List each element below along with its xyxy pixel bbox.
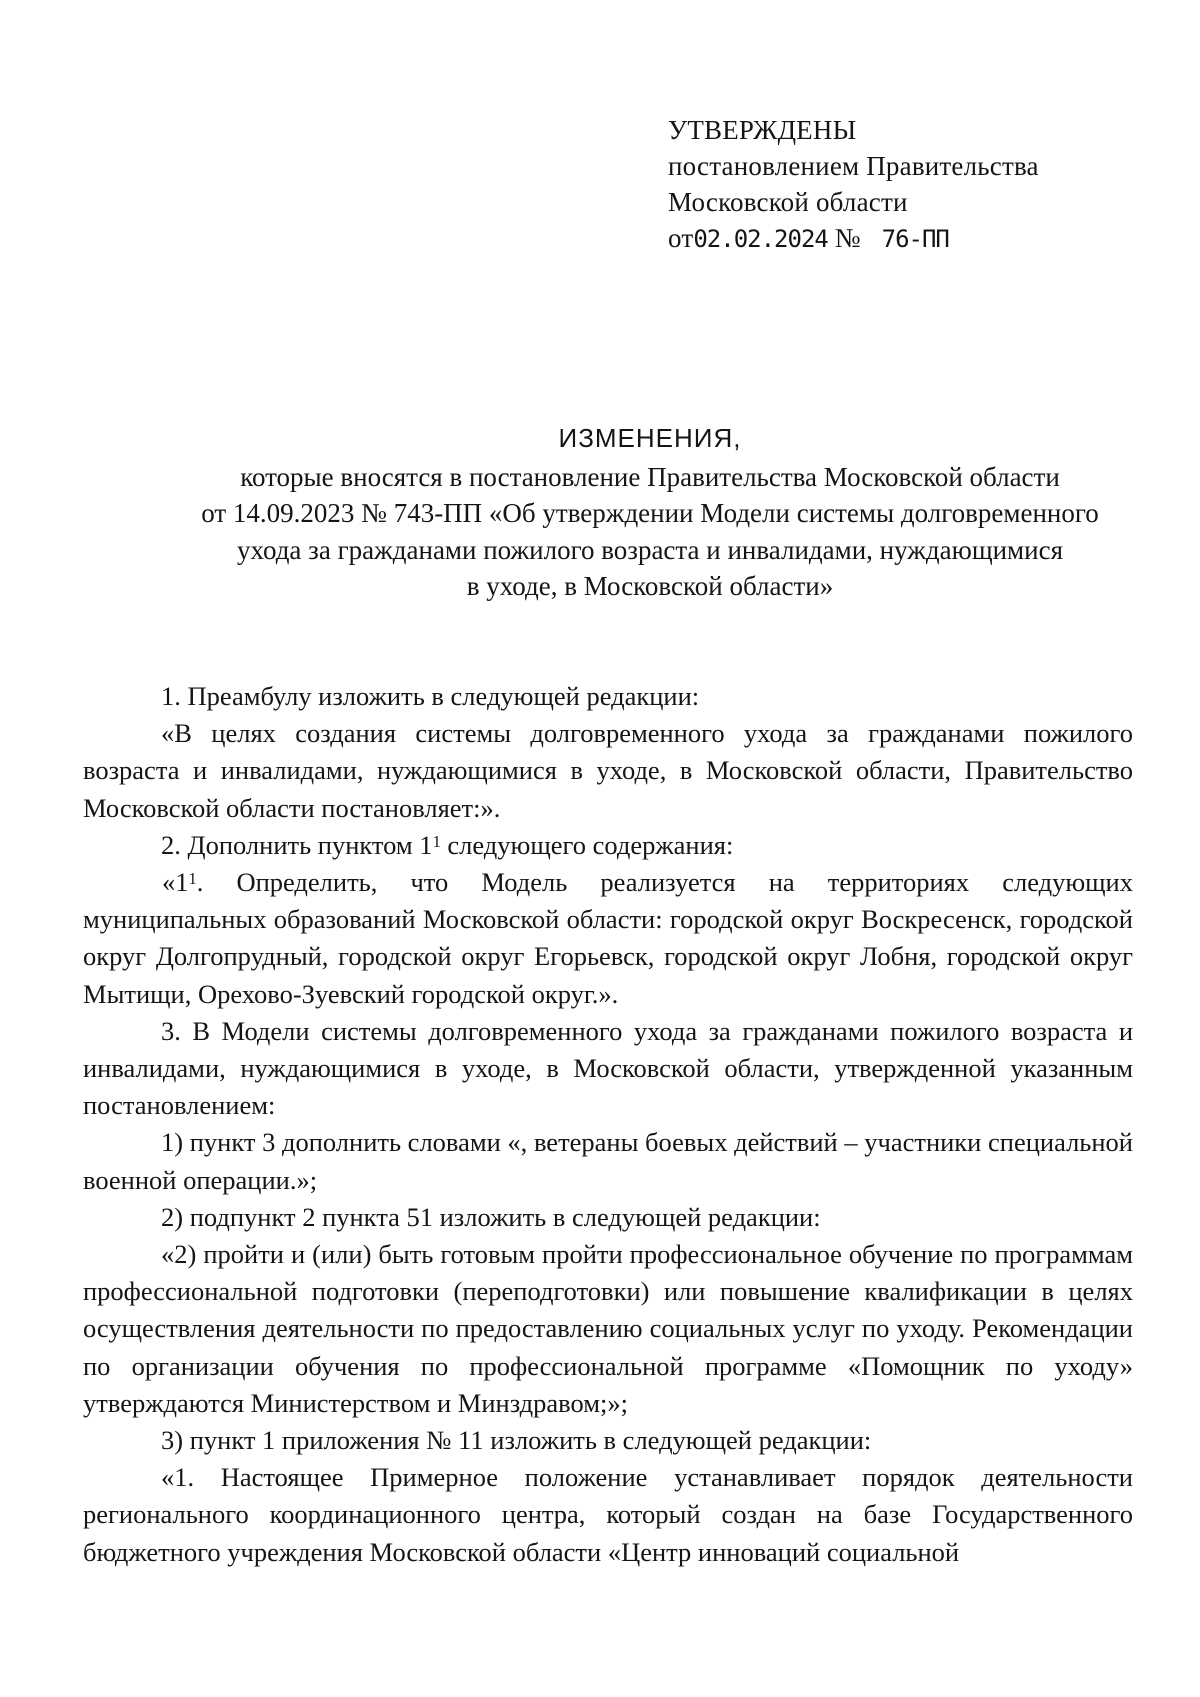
title-line: от 14.09.2023 № 743-ПП «Об утверждении Модели системы долговременного bbox=[201, 498, 1099, 528]
paragraph-5: 3. В Модели системы долговременного ухода за гражданами пожилого возраста и инвалидами, нуждающимися в уходе, в Московской области, утвержденной указанным постановлением: bbox=[83, 1015, 1133, 1121]
paragraph-8: «2) пройти и (или) быть готовым пройти профессиональное обучение по программам профессиональной подготовки (переподготовки) или повышение квалификации в целях осуществления деятельности по предоставлению социальных услуг по уходу. Рекомендации по организации обучения по профессиональной программе «Помощник по уходу» утверждаются Министерством и Минздравом;»; bbox=[83, 1239, 1133, 1418]
title-line: которые вносятся в постановление Правительства Московской области bbox=[240, 461, 1060, 492]
paragraph-3 bbox=[83, 827, 1133, 864]
paragraph-4-text: «1 bbox=[162, 867, 189, 898]
title-line: ухода за гражданами пожилого возраста и инвалидами, нуждающимися bbox=[237, 534, 1063, 565]
approval-date-prefix: от bbox=[668, 223, 694, 253]
approval-title: УТВЕРЖДЕНЫ bbox=[668, 115, 857, 145]
paragraph-4 bbox=[83, 864, 1133, 1013]
approval-date-line bbox=[668, 220, 1039, 257]
document-heading: ИЗМЕНЕНИЯ, bbox=[558, 423, 742, 453]
title-line: в уходе, в Московской области» bbox=[466, 571, 834, 601]
approval-issuer-line: постановлением Правительства bbox=[668, 151, 1039, 181]
paragraph-10: «1. Настоящее Примерное положение устанавливает порядок деятельности регионального координационного центра, который создан на базе Государственного бюджетного учреждения Московской области «Центр инноваций социальной bbox=[83, 1462, 1133, 1567]
paragraph-3-text-end: следующего содержания: bbox=[440, 829, 734, 860]
document-title-block bbox=[150, 420, 1150, 605]
paragraph-7: 2) подпункт 2 пункта 51 изложить в следующей редакции: bbox=[161, 1201, 821, 1232]
paragraph-1: 1. Преамбулу изложить в следующей редакции: bbox=[161, 681, 700, 711]
approval-number-sign: № bbox=[834, 223, 861, 253]
approval-date: 02.02.2024 bbox=[693, 225, 828, 253]
superscript: 1 bbox=[432, 831, 441, 851]
approval-stamp bbox=[668, 112, 1039, 257]
superscript: 1 bbox=[188, 869, 197, 889]
approval-region-line: Московской области bbox=[668, 187, 908, 217]
approval-number: 76-ПП bbox=[881, 225, 949, 253]
paragraph-6: 1) пункт 3 дополнить словами «, ветераны боевых действий – участники специальной военной операции.»; bbox=[83, 1127, 1133, 1195]
paragraph-9: 3) пункт 1 приложения № 11 изложить в следующей редакции: bbox=[161, 1425, 872, 1456]
document-body bbox=[83, 678, 1133, 1571]
paragraph-4-text-end: . Определить, что Модель реализуется на территориях следующих муниципальных образований Московской области: городской округ Воскресенск, городской округ Долгопрудный, городской округ Егорьевск, городской округ Лобня, городской округ Мытищи, Орехово-Зуевский городской округ.». bbox=[83, 867, 1133, 1009]
paragraph-2: «В целях создания системы долговременного ухода за гражданами пожилого возраста и инвалидами, нуждающимися в уходе, в Московской области, Правительство Московской области постановляет:». bbox=[83, 718, 1133, 823]
paragraph-3-text: 2. Дополнить пунктом 1 bbox=[161, 829, 433, 860]
